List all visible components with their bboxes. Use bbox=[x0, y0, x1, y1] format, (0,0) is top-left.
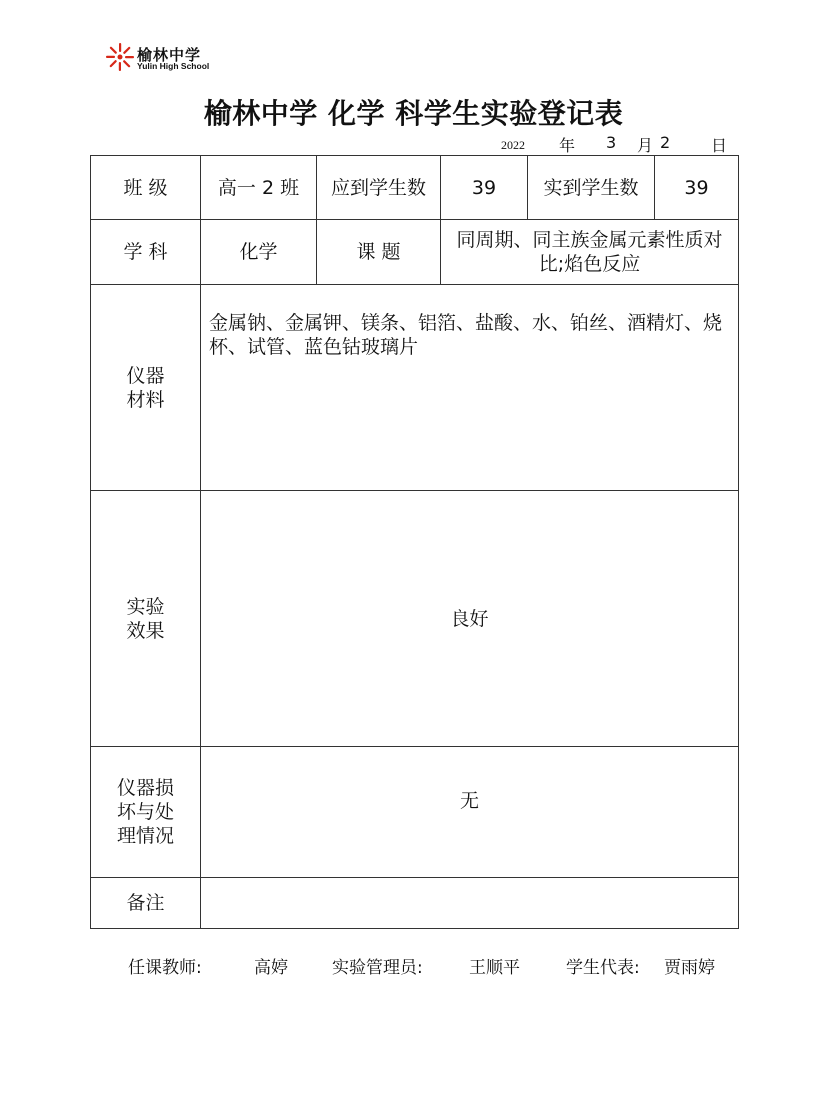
materials-value: 金属钠、金属钾、镁条、铝箔、盐酸、水、铂丝、酒精灯、烧杯、试管、蓝色钴玻璃片 bbox=[201, 285, 739, 491]
damage-label: 仪器损坏与处理情况 bbox=[91, 747, 201, 878]
table-row bbox=[91, 285, 739, 491]
subject-value: 化学 bbox=[201, 220, 317, 285]
logo-chinese-name: 榆林中学 bbox=[137, 46, 202, 64]
actual-students-value: 39 bbox=[655, 156, 739, 220]
table-row bbox=[91, 491, 739, 747]
expected-students-value: 39 bbox=[441, 156, 528, 220]
subject-label: 学 科 bbox=[91, 220, 201, 285]
student-rep-name: 贾雨婷 bbox=[664, 958, 715, 978]
logo-english-name: Yulin High School bbox=[137, 61, 210, 71]
school-logo bbox=[105, 42, 225, 74]
logo-emblem-icon bbox=[105, 42, 135, 72]
date-month: 3 bbox=[606, 133, 617, 152]
remark-value bbox=[201, 878, 739, 929]
date-month-label: 月 bbox=[637, 136, 654, 155]
student-rep-label: 学生代表: bbox=[566, 958, 640, 978]
teacher-name: 高婷 bbox=[254, 958, 288, 978]
manager-name: 王顺平 bbox=[469, 958, 520, 978]
manager-label: 实验管理员: bbox=[332, 958, 423, 978]
class-value: 高一 2 班 bbox=[201, 156, 317, 220]
topic-value: 同周期、同主族金属元素性质对比;焰色反应 bbox=[441, 220, 739, 285]
table-row bbox=[91, 220, 739, 285]
registration-form bbox=[90, 155, 739, 929]
materials-label: 仪器材料 bbox=[91, 285, 201, 491]
date-year-label: 年 bbox=[559, 136, 576, 155]
date-day-label: 日 bbox=[711, 136, 728, 155]
page-title: 榆林中学 化学 科学生实验登记表 bbox=[203, 97, 624, 130]
effect-label: 实验效果 bbox=[91, 491, 201, 747]
date-year: 2022 bbox=[501, 138, 525, 152]
topic-label: 课 题 bbox=[317, 220, 441, 285]
table-row bbox=[91, 156, 739, 220]
date-day: 2 bbox=[660, 133, 671, 152]
remark-label: 备注 bbox=[91, 878, 201, 929]
actual-students-label: 实到学生数 bbox=[528, 156, 655, 220]
class-label: 班 级 bbox=[91, 156, 201, 220]
effect-value: 良好 bbox=[201, 491, 739, 747]
teacher-label: 任课教师: bbox=[128, 958, 202, 978]
damage-value: 无 bbox=[201, 747, 739, 878]
table-row bbox=[91, 747, 739, 878]
table-row bbox=[91, 878, 739, 929]
expected-students-label: 应到学生数 bbox=[317, 156, 441, 220]
